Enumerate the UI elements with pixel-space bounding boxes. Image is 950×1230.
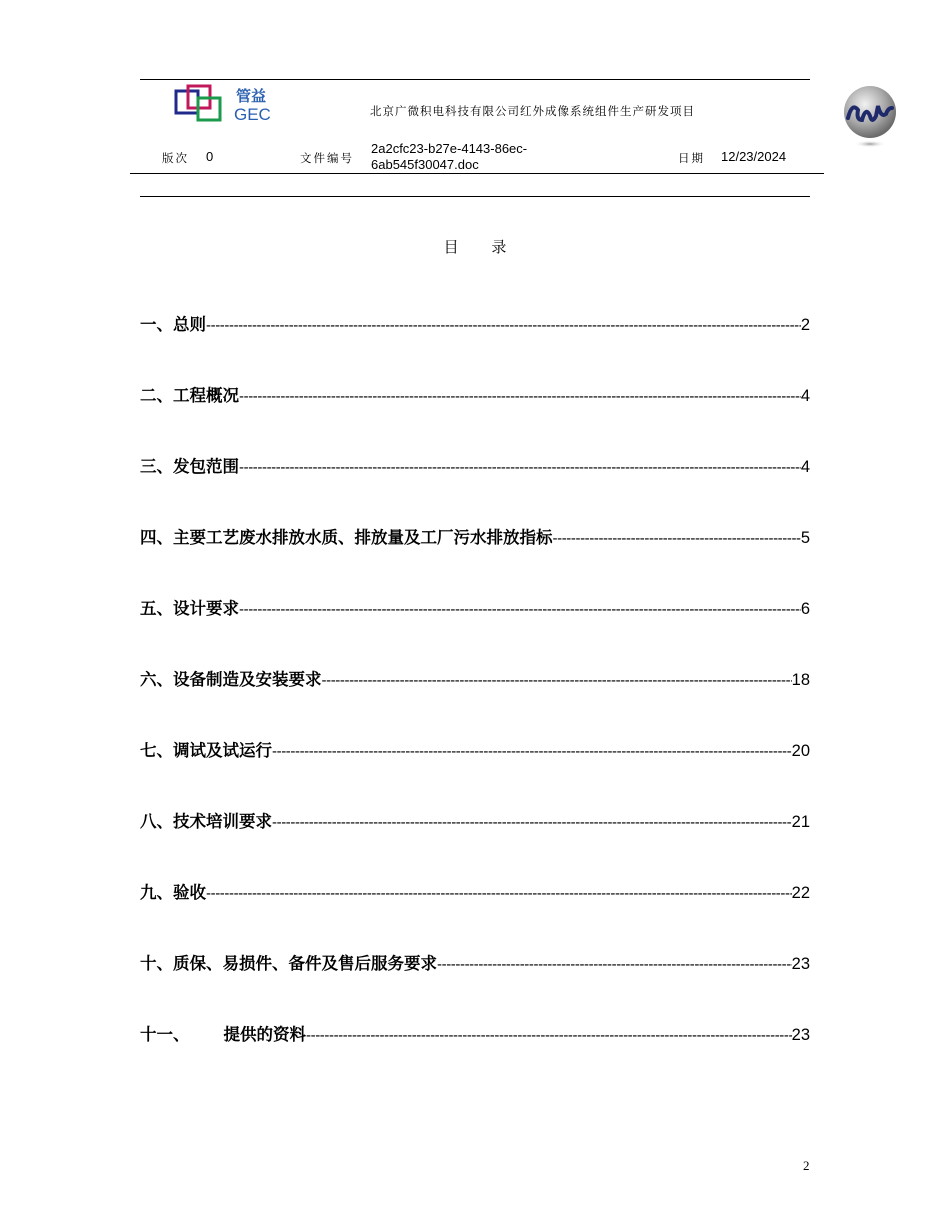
toc-leader <box>239 388 801 405</box>
toc-entry-label: 四、主要工艺废水排放水质、排放量及工厂污水排放指标 <box>140 528 553 547</box>
toc-leader <box>553 530 801 547</box>
toc-entry-label-wrap <box>140 1021 306 1045</box>
toc-entry[interactable] <box>140 666 810 688</box>
header-bottom-rule <box>140 196 810 197</box>
toc-entry-label: 九、验收 <box>140 883 206 902</box>
toc-entry-label: 五、设计要求 <box>140 599 239 618</box>
version-value: 0 <box>206 149 214 164</box>
toc-entry-label: 十、质保、易损件、备件及售后服务要求 <box>140 954 437 973</box>
toc-entry[interactable] <box>140 524 810 546</box>
toc-entry-page: 21 <box>791 813 810 831</box>
docno-value: 2a2cfc23-b27e-4143-86ec-6ab545f30047.doc <box>371 141 528 172</box>
header-top-rule <box>140 79 810 80</box>
toc-entry-label: 二、工程概况 <box>140 386 239 405</box>
docno-label: 文件编号 <box>300 151 354 165</box>
toc-leader <box>322 672 792 689</box>
toc-entry[interactable] <box>140 382 810 404</box>
toc-entry[interactable] <box>140 311 810 333</box>
toc-entry[interactable] <box>140 595 810 617</box>
toc-entry-label: 一、总则 <box>140 315 206 334</box>
company-globe-logo <box>840 84 900 150</box>
toc-entry-page: 18 <box>791 671 810 689</box>
toc-entry-page: 23 <box>791 1026 810 1044</box>
toc-leader <box>306 1027 792 1044</box>
toc-leader <box>206 885 792 902</box>
toc-entry-page: 4 <box>800 458 810 476</box>
date-label: 日期 <box>678 151 705 165</box>
toc-entry[interactable] <box>140 1021 810 1043</box>
toc-entry[interactable] <box>140 808 810 830</box>
toc-entry-label: 三、发包范围 <box>140 457 239 476</box>
toc-entry-prefix: 十一、 <box>140 1025 190 1044</box>
header-mid-rule <box>130 173 824 174</box>
date-value: 12/23/2024 <box>721 149 787 164</box>
toc-leader <box>272 814 792 831</box>
toc-leader <box>272 743 792 760</box>
toc-entry-page: 20 <box>791 742 810 760</box>
toc-entry-page: 6 <box>800 600 810 618</box>
page-number: 2 <box>803 1158 810 1173</box>
toc-leader <box>239 459 801 476</box>
logo-text-en: GEC <box>234 105 271 124</box>
toc-entry-page: 23 <box>791 955 810 973</box>
toc-entry-label: 八、技术培训要求 <box>140 812 272 831</box>
toc-entry-page: 5 <box>800 529 810 547</box>
toc-title: 目 录 <box>443 238 521 256</box>
toc-entry-label: 七、调试及试运行 <box>140 741 272 760</box>
toc-entry-page: 2 <box>800 316 810 334</box>
toc-entry[interactable] <box>140 950 810 972</box>
toc-entry[interactable] <box>140 737 810 759</box>
toc-entry[interactable] <box>140 453 810 475</box>
toc-leader <box>206 317 801 334</box>
company-project-title: 北京广微积电科技有限公司红外成像系统组件生产研发项目 <box>370 104 695 118</box>
toc-entry-page: 4 <box>800 387 810 405</box>
gec-logo <box>172 84 282 126</box>
toc-entry[interactable] <box>140 879 810 901</box>
toc-entry-page: 22 <box>791 884 810 902</box>
toc-entry-label: 六、设备制造及安装要求 <box>140 670 322 689</box>
toc-entry-label: 提供的资料 <box>223 1025 306 1044</box>
version-label: 版次 <box>162 151 189 165</box>
toc-leader <box>437 956 792 973</box>
logo-text-cn: 管益 <box>236 87 267 105</box>
toc-leader <box>239 601 801 618</box>
